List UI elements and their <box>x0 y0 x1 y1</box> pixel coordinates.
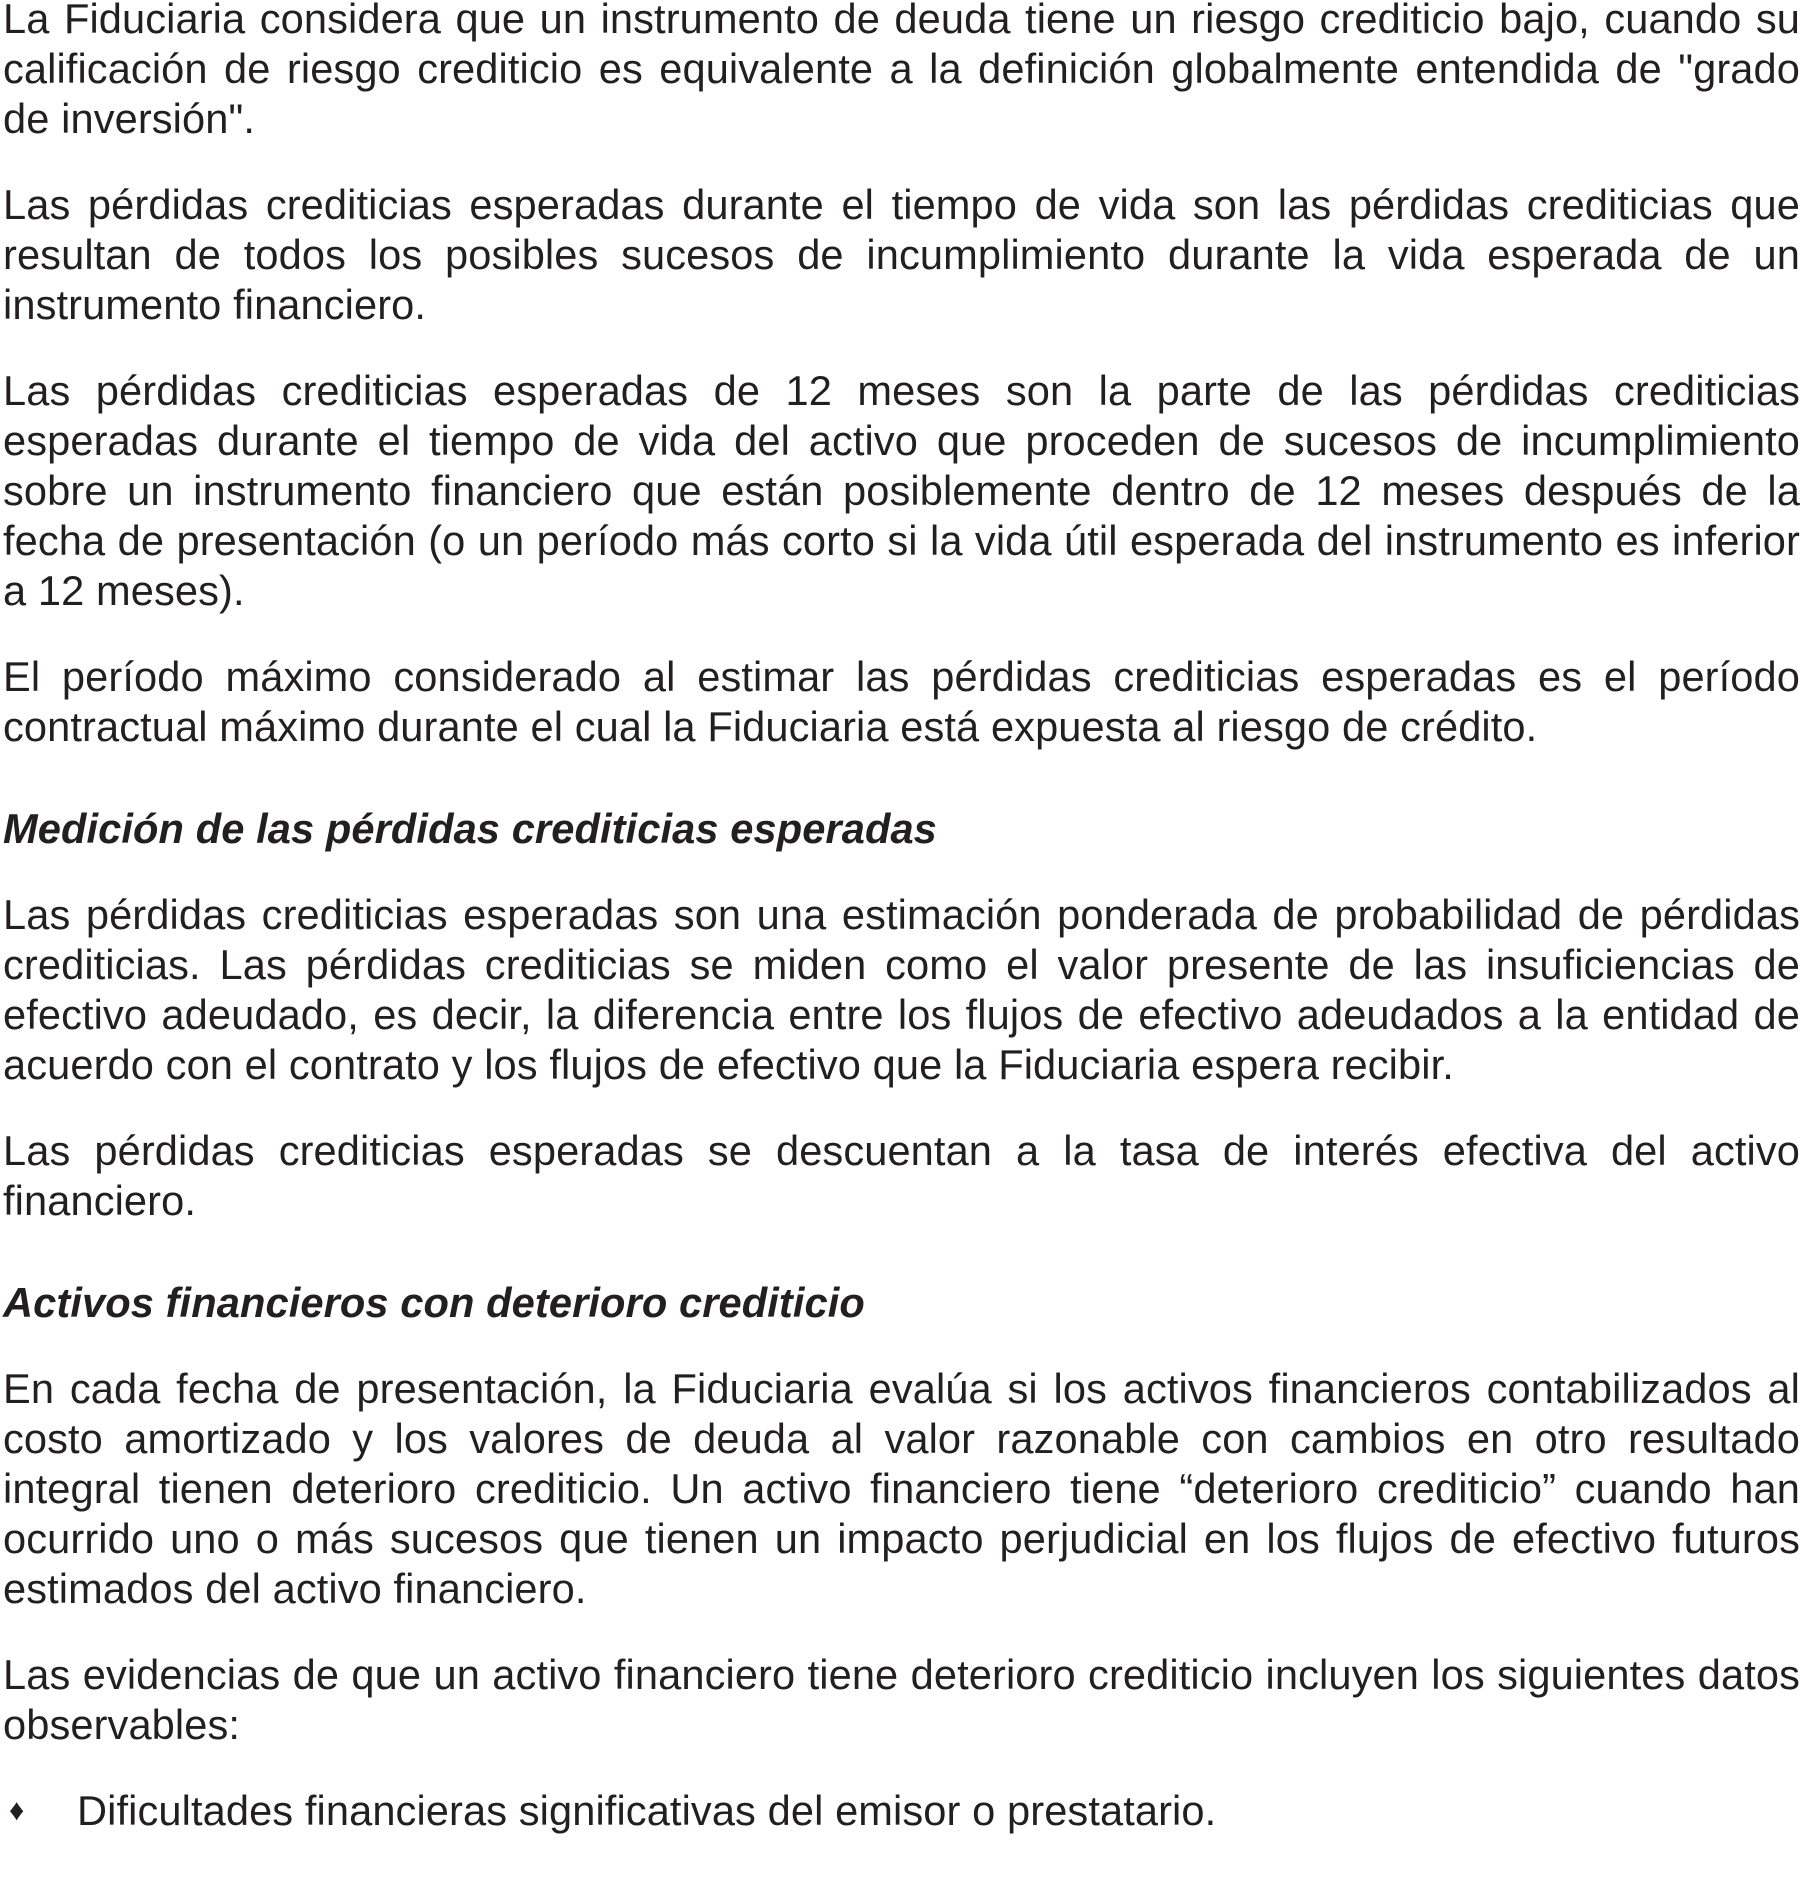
evidence-list <box>3 1786 1800 1836</box>
paragraph-12-month-losses: Las pérdidas crediticias esperadas de 12 meses son la parte de las pérdidas crediticias esperadas durante el tiempo de vida del activo que proceden de sucesos de incumplimiento sobre un instrumento financiero que están posiblemente dentro de 12 meses después de la fecha de presentación (o un período más corto si la vida útil esperada del instrumento es inferior a 12 meses). <box>3 367 1800 614</box>
paragraph-discount-rate: Las pérdidas crediticias esperadas se descuentan a la tasa de interés efectiva del activo financiero. <box>3 1127 1800 1224</box>
diamond-bullet-icon: ♦ <box>9 1794 25 1827</box>
paragraph-impairment-assessment: En cada fecha de presentación, la Fiduciaria evalúa si los activos financieros contabilizados al costo amortizado y los valores de deuda al valor razonable con cambios en otro resultado integral tienen deterioro crediticio. Un activo financiero tiene “deterioro crediticio” cuando han ocurrido uno o más sucesos que tienen un impacto perjudicial en los flujos de efectivo futuros estimados del activo financiero. <box>3 1365 1800 1612</box>
paragraph-observable-evidence: Las evidencias de que un activo financiero tiene deterioro crediticio incluyen los siguientes datos observables: <box>3 1651 1800 1748</box>
document-body <box>3 0 1800 1836</box>
paragraph-maximum-period: El período máximo considerado al estimar las pérdidas crediticias esperadas es el período contractual máximo durante el cual la Fiduciaria está expuesta al riesgo de crédito. <box>3 653 1800 750</box>
heading-credit-impaired-assets: Activos financieros con deterioro crediticio <box>3 1279 865 1326</box>
list-item-text: Dificultades financieras significativas del emisor o prestatario. <box>77 1787 1217 1834</box>
paragraph-lifetime-losses: Las pérdidas crediticias esperadas durante el tiempo de vida son las pérdidas crediticias que resultan de todos los posibles sucesos de incumplimiento durante la vida esperada de un instrumento financiero. <box>3 181 1800 328</box>
list-item <box>3 1786 1800 1836</box>
heading-measurement: Medición de las pérdidas crediticias esperadas <box>3 805 937 852</box>
paragraph-measurement-definition: Las pérdidas crediticias esperadas son una estimación ponderada de probabilidad de pérdidas crediticias. Las pérdidas crediticias se miden como el valor presente de las insuficiencias de efectivo adeudado, es decir, la diferencia entre los flujos de efectivo adeudados a la entidad de acuerdo con el contrato y los flujos de efectivo que la Fiduciaria espera recibir. <box>3 891 1800 1088</box>
paragraph-low-credit-risk: La Fiduciaria considera que un instrumento de deuda tiene un riesgo crediticio bajo, cuando su calificación de riesgo crediticio es equivalente a la definición globalmente entendida de "grado de inversión". <box>3 0 1800 142</box>
